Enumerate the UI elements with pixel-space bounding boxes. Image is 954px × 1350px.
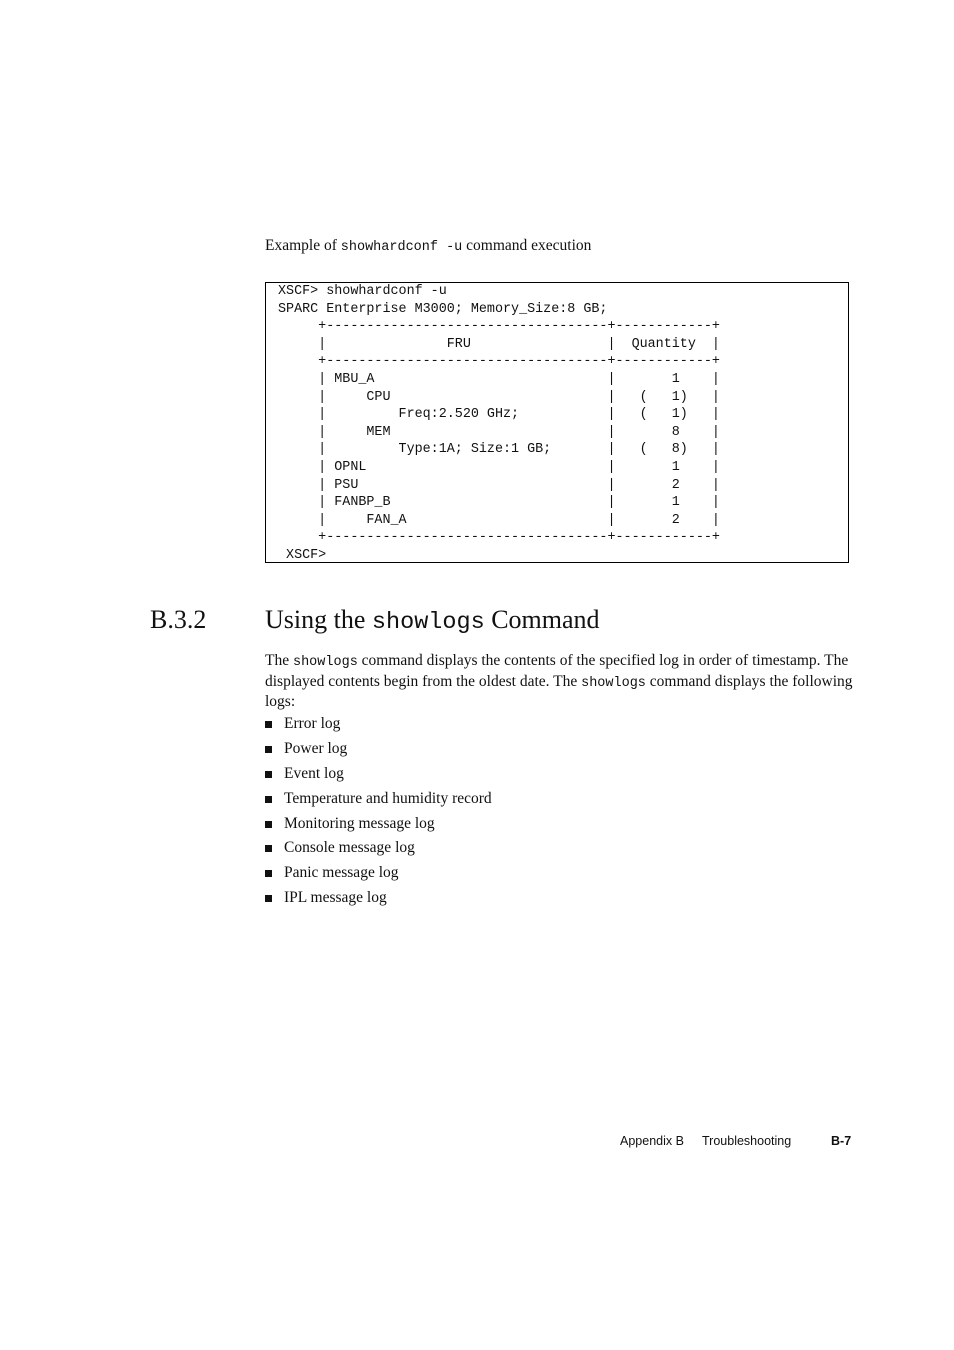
intro-text-1: The xyxy=(265,652,293,669)
bullet-icon xyxy=(265,796,272,803)
code-line: | MBU_A | 1 | xyxy=(278,371,720,387)
code-line: | OPNL | 1 | xyxy=(278,459,720,475)
section-title-suffix: Command xyxy=(484,605,600,634)
list-item xyxy=(265,862,492,887)
code-line: | PSU | 2 | xyxy=(278,477,720,493)
bullet-icon xyxy=(265,746,272,753)
list-item-text: Event log xyxy=(284,764,344,782)
list-item-text: IPL message log xyxy=(284,889,387,907)
log-list xyxy=(265,713,492,912)
list-item-text: Power log xyxy=(284,739,348,757)
code-line: SPARC Enterprise M3000; Memory_Size:8 GB; xyxy=(278,301,608,317)
code-line: +-----------------------------------+------------+ xyxy=(278,354,720,370)
code-line: XSCF> showhardconf -u xyxy=(278,284,447,299)
list-item xyxy=(265,837,492,862)
list-item xyxy=(265,738,492,763)
code-line: XSCF> xyxy=(278,547,327,563)
example-caption xyxy=(265,237,591,255)
caption-suffix: command execution xyxy=(462,237,592,254)
code-line: | Freq:2.520 GHz; | ( 1) | xyxy=(278,407,720,423)
bullet-icon xyxy=(265,821,272,828)
list-item-text: Temperature and humidity record xyxy=(284,789,492,807)
bullet-icon xyxy=(265,870,272,877)
list-item-text: Monitoring message log xyxy=(284,814,435,832)
list-item-text: Console message log xyxy=(284,839,415,857)
bullet-icon xyxy=(265,845,272,852)
code-line: | Type:1A; Size:1 GB; | ( 8) | xyxy=(278,442,720,458)
footer-topic: Troubleshooting xyxy=(702,1134,792,1148)
intro-text-3: command displays the following logs: xyxy=(265,672,853,710)
section-title-command: showlogs xyxy=(371,609,485,636)
code-line: +-----------------------------------+------------+ xyxy=(278,530,720,546)
code-line: | FAN_A | 2 | xyxy=(278,512,720,528)
list-item xyxy=(265,763,492,788)
bullet-icon xyxy=(265,721,272,728)
code-line: | CPU | ( 1) | xyxy=(278,389,720,405)
section-number: B.3.2 xyxy=(150,605,207,634)
footer-page-number: B-7 xyxy=(831,1134,852,1148)
code-example-box xyxy=(265,282,849,563)
intro-command-1: showlogs xyxy=(292,655,358,670)
intro-paragraph xyxy=(265,652,855,712)
list-item-text: Panic message log xyxy=(284,864,399,882)
list-item xyxy=(265,788,492,813)
list-item xyxy=(265,813,492,838)
section-title-prefix: Using the xyxy=(265,605,372,634)
bullet-icon xyxy=(265,895,272,902)
code-line: | FANBP_B | 1 | xyxy=(278,495,720,511)
intro-text-2: command displays the contents of the specified log in order of timestamp. The displayed contents begin from the oldest date. The xyxy=(265,652,849,690)
footer-appendix: Appendix B xyxy=(620,1134,684,1148)
code-line: | FRU | Quantity | xyxy=(278,336,720,352)
list-item-text: Error log xyxy=(284,715,341,732)
section-title xyxy=(265,605,600,636)
bullet-icon xyxy=(265,771,272,778)
code-line: | MEM | 8 | xyxy=(278,424,720,440)
code-example-text xyxy=(278,283,720,565)
list-item xyxy=(265,887,492,912)
caption-command: showhardconf -u xyxy=(340,240,463,255)
intro-command-2: showlogs xyxy=(581,675,646,691)
list-item xyxy=(265,713,492,738)
caption-prefix: Example of xyxy=(265,237,341,254)
code-line: +-----------------------------------+------------+ xyxy=(278,319,720,335)
